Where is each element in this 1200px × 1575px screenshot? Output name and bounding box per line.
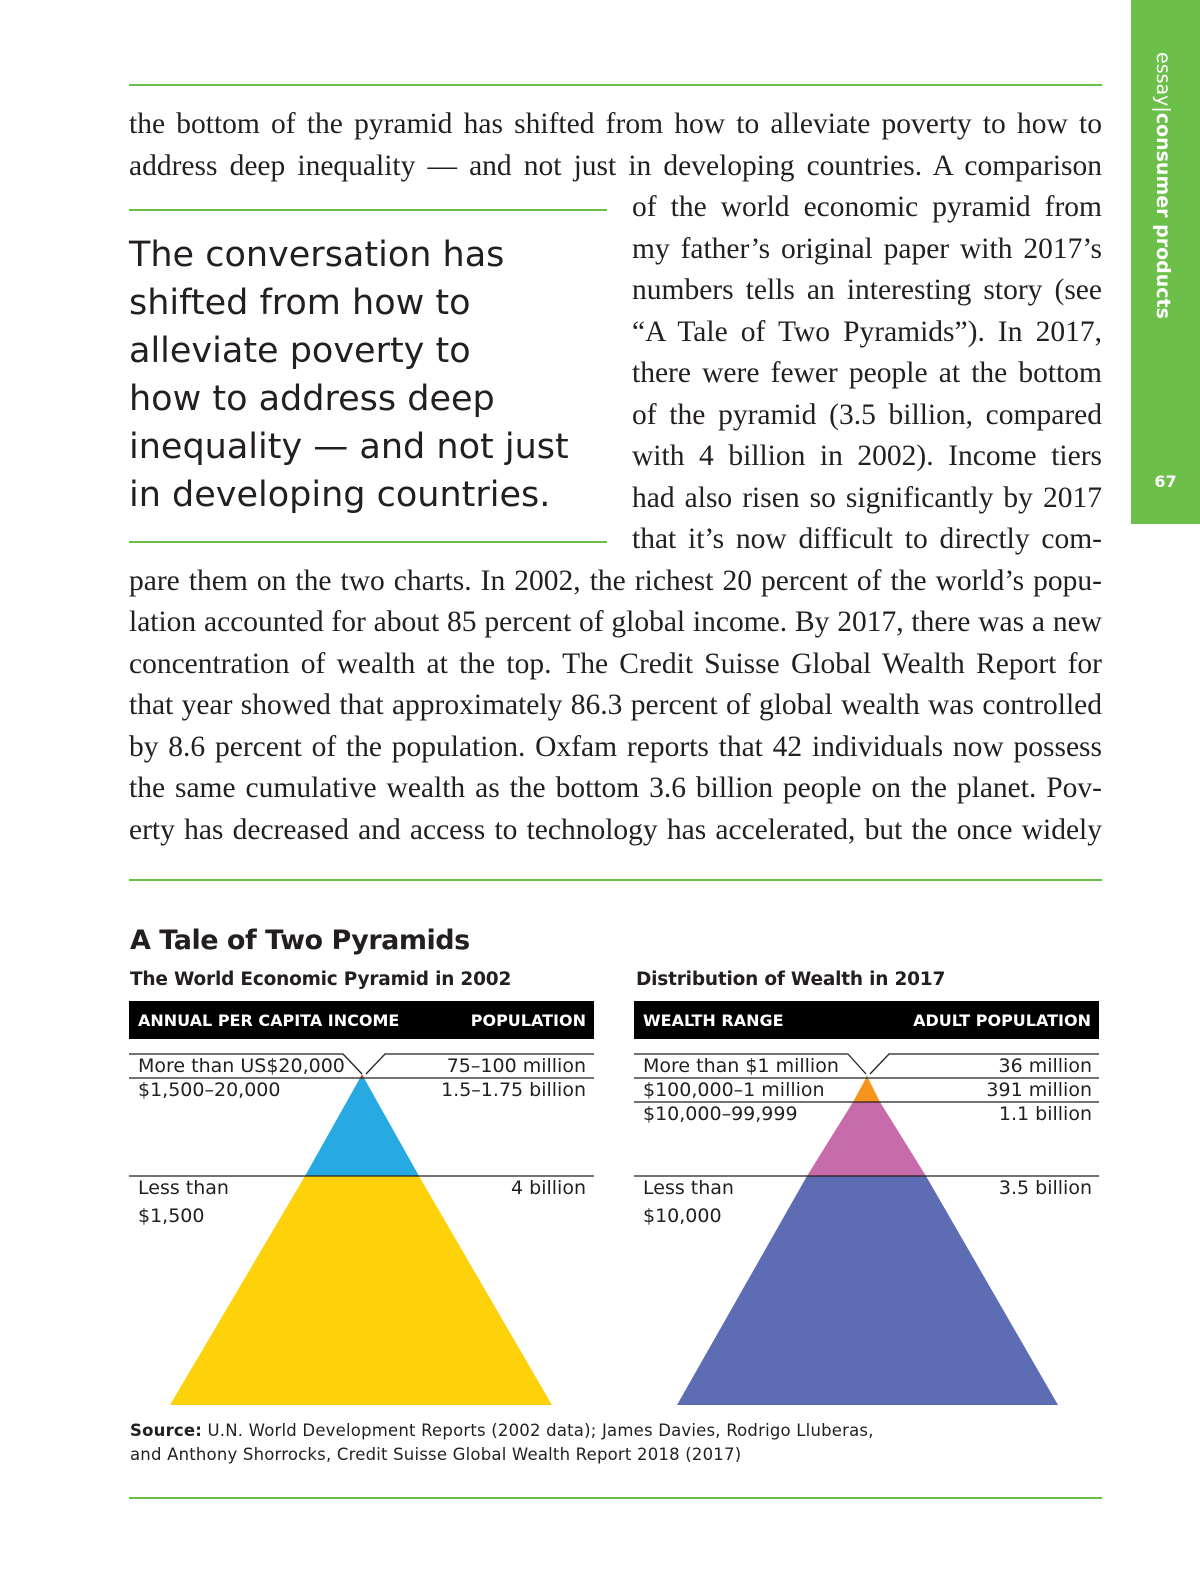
chart-2017-tier-range: More than $1 million (643, 1055, 839, 1077)
chart-2017-tier-range: $100,000–1 million (643, 1079, 825, 1101)
pyramid-2017-tier-bottom (677, 1176, 1058, 1405)
chart-2017-tier-population: 3.5 billion (998, 1177, 1092, 1199)
body-line: numbers tells an interesting story (see (632, 274, 1102, 306)
body-line: there were fewer people at the bottom (632, 357, 1102, 389)
body-line: address deep inequality — and not just in developing countries. A comparison (129, 149, 1102, 182)
body-line: with 4 billion in 2002). Income tiers (632, 440, 1102, 472)
pull-quote-line: how to address deep (129, 379, 495, 419)
body-line: pare them on the two charts. In 2002, the richest 20 percent of the world’s popu- (129, 564, 1102, 597)
body-line: that it’s now difficult to directly com- (632, 523, 1102, 555)
chart-2002-tier-range: $1,500–20,000 (138, 1079, 281, 1101)
chart-2017-tier-population: 1.1 billion (998, 1103, 1092, 1125)
chart-2017-leader-left (848, 1054, 866, 1074)
chart-2002-tier-range: More than US$20,000 (138, 1055, 345, 1077)
pull-quote-line: The conversation has (129, 235, 505, 275)
chart-2002-tier-population: 4 billion (511, 1177, 586, 1199)
body-line: had also risen so significantly by 2017 (632, 481, 1102, 514)
pull-quote-line: shifted from how to (129, 283, 471, 323)
pyramid-2017-tier-second (853, 1078, 880, 1102)
figure-title: A Tale of Two Pyramids (130, 925, 470, 956)
body-line: the bottom of the pyramid has shifted from how to alleviate poverty to how to (129, 108, 1102, 140)
section-separator: | (1152, 106, 1174, 113)
chart-2017-tier-population: 36 million (998, 1055, 1092, 1077)
body-line: “A Tale of Two Pyramids”). In 2017, (632, 315, 1102, 348)
body-line: the same cumulative wealth as the bottom 3.6 billion people on the planet. Pov- (129, 772, 1102, 804)
body-line: of the world economic pyramid from (632, 191, 1102, 223)
chart-2017-tier-population: 391 million (986, 1079, 1092, 1101)
body-line: by 8.6 percent of the population. Oxfam reports that 42 individuals now possess (129, 730, 1102, 763)
chart-2017-tier-range: $10,000–99,999 (643, 1103, 798, 1125)
pull-quote-line: alleviate poverty to (129, 331, 471, 371)
page-number: 67 (1154, 472, 1177, 491)
chart-2017-col-wealth: WEALTH RANGE (643, 1011, 784, 1030)
chart-2002-tier-range: Less than (138, 1177, 229, 1199)
chart-2002-tier-population: 75–100 million (446, 1055, 586, 1077)
section-topic: consumer products (1152, 112, 1174, 319)
body-line: concentration of wealth at the top. The Credit Suisse Global Wealth Report for (129, 647, 1102, 680)
pyramid-2002-tier-bottom (170, 1176, 552, 1405)
pull-quote-line: inequality — and not just (129, 427, 569, 467)
body-line: erty has decreased and access to technology has accelerated, but the once widely (129, 813, 1102, 846)
figure-source-text: U.N. World Development Reports (2002 data); James Davies, Rodrigo Lluberas, and Anthony Shorrocks, Credit Suisse Global Wealth Report 2018 (2017) (130, 1421, 874, 1464)
pyramid-2017-tier-third (807, 1102, 926, 1176)
chart-2002-title: The World Economic Pyramid in 2002 (130, 969, 512, 990)
figure-source-label: Source: (130, 1421, 203, 1440)
chart-2002-col-population: POPULATION (470, 1011, 586, 1030)
body-line: lation accounted for about 85 percent of global income. By 2017, there was a new (129, 606, 1102, 638)
body-line: of the pyramid (3.5 billion, compared (632, 398, 1102, 431)
chart-2017-tier-range: Less than (643, 1177, 734, 1199)
figure-source (130, 1419, 910, 1467)
body-line: that year showed that approximately 86.3 percent of global wealth was controlled (129, 689, 1102, 721)
chart-2002-col-income: ANNUAL PER CAPITA INCOME (138, 1011, 400, 1030)
chart-2002-leader-left (343, 1054, 362, 1074)
pyramid-2002-tier-middle (305, 1078, 419, 1176)
pull-quote-line: in developing countries. (129, 475, 551, 515)
chart-2002-tier-population: 1.5–1.75 billion (441, 1079, 586, 1101)
chart-2017-title: Distribution of Wealth in 2017 (636, 969, 946, 990)
chart-2017-col-adult-population: ADULT POPULATION (913, 1011, 1091, 1030)
chart-2002-tier-range: $1,500 (138, 1205, 205, 1227)
body-line: my father’s original paper with 2017’s (632, 232, 1102, 265)
chart-2017-tier-range: $10,000 (643, 1205, 722, 1227)
section-label: essay (1152, 52, 1174, 107)
